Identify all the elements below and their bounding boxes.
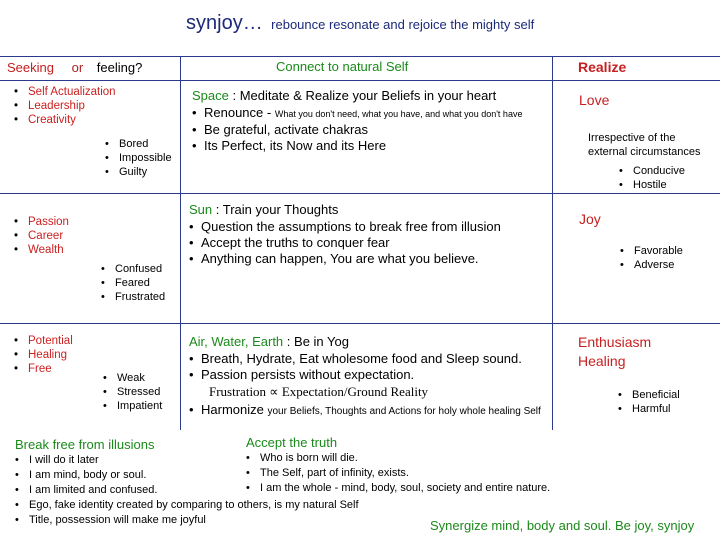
- row1-feelings-list: [105, 137, 172, 179]
- brand-title: synjoy…: [186, 12, 263, 34]
- list-item: • Harmful: [618, 402, 680, 416]
- row2-feelings-list: [101, 262, 165, 304]
- list-item: [189, 351, 522, 367]
- realize-line: Healing: [578, 353, 626, 369]
- list-item: • Passion: [14, 215, 69, 229]
- row-divider-1: [0, 80, 720, 81]
- list-item: • Impossible: [105, 151, 172, 165]
- tagline: rebounce resonate and rejoice the mighty self: [271, 17, 535, 32]
- row3-seeking-list: [14, 334, 73, 376]
- point-main: Anything can happen, You are what you believe.: [201, 251, 479, 266]
- list-item: • Stressed: [103, 385, 162, 399]
- list-item: • Healing: [14, 348, 73, 362]
- list-item: • I will do it later: [15, 453, 359, 468]
- list-item: [192, 138, 522, 154]
- row-divider-2: [0, 193, 720, 194]
- point-detail: What you don't need, what you have, and what you don't have: [274, 109, 523, 119]
- list-item: [192, 105, 522, 122]
- list-item: [189, 219, 501, 235]
- point-main: Its Perfect, its Now and its Here: [204, 138, 387, 153]
- column-heading-seeking: [7, 60, 142, 75]
- realize-line: Enthusiasm: [578, 334, 652, 350]
- truth-title: Accept the truth: [246, 435, 338, 450]
- column-heading-realize: Realize: [578, 59, 627, 75]
- list-item: • Creativity: [14, 113, 116, 127]
- row3-last-point: [189, 402, 541, 420]
- row1-points: [192, 105, 522, 154]
- page-header: [186, 12, 534, 35]
- list-item: • Self Actualization: [14, 85, 116, 99]
- point-main: Breath, Hydrate, Eat wholesome food and Sleep sound.: [201, 351, 522, 366]
- list-item: [189, 402, 541, 420]
- feeling-label: feeling?: [96, 60, 143, 75]
- list-item: • Ego, fake identity created by comparing to others, is my natural Self: [15, 498, 359, 513]
- row3-feelings-list: [103, 371, 162, 413]
- formula: Frustration ∝ Expectation/Ground Reality: [209, 384, 429, 399]
- note-line: Irrespective of the: [588, 132, 676, 144]
- row3-realize: [578, 333, 651, 371]
- or-label: or: [71, 60, 84, 75]
- list-item: • Impatient: [103, 399, 162, 413]
- point-main: Renounce -: [204, 105, 272, 120]
- list-item: • Wealth: [14, 243, 69, 257]
- row1-realize: Love: [579, 92, 610, 108]
- list-item: • Confused: [101, 262, 165, 276]
- list-item: • Career: [14, 229, 69, 243]
- list-item: • Conducive: [619, 164, 685, 178]
- list-item: • Potential: [14, 334, 73, 348]
- element-label: Sun: [189, 202, 213, 217]
- row1-title: [192, 88, 496, 103]
- list-item: • I am the whole - mind, body, soul, society and entire nature.: [246, 481, 550, 496]
- list-item: • I am mind, body or soul.: [15, 468, 359, 483]
- list-item: • Free: [14, 362, 73, 376]
- column-heading-connect: Connect to natural Self: [276, 59, 409, 74]
- list-item: • The Self, part of infinity, exists.: [246, 466, 550, 481]
- row3-title: [189, 334, 349, 349]
- list-item: [189, 235, 501, 251]
- list-item: • Hostile: [619, 178, 685, 192]
- list-item: • Who is born will die.: [246, 451, 550, 466]
- element-label: Space: [192, 88, 229, 103]
- row2-outcomes: [620, 244, 683, 272]
- seeking-label: Seeking: [7, 60, 54, 75]
- column-divider-right: [552, 56, 553, 430]
- point-main: Question the assumptions to break free from illusion: [201, 219, 501, 234]
- list-item: • Frustrated: [101, 290, 165, 304]
- row1-seeking-list: [14, 85, 116, 127]
- list-item: • Title, possession will make me joyful: [15, 513, 359, 528]
- list-item: • Bored: [105, 137, 172, 151]
- element-instruction: : Train your Thoughts: [215, 202, 339, 217]
- column-divider-left: [180, 56, 181, 430]
- row1-outcomes: [619, 164, 685, 192]
- list-item: [189, 367, 522, 383]
- list-item: [192, 122, 522, 138]
- row2-title: [189, 202, 338, 217]
- list-item: [189, 251, 501, 267]
- row3-points: [189, 351, 522, 383]
- list-item: • Leadership: [14, 99, 116, 113]
- closing-line: Synergize mind, body and soul. Be joy, synjoy: [430, 518, 695, 533]
- row1-note: [588, 131, 701, 159]
- list-item: • Favorable: [620, 244, 683, 258]
- row-divider-3: [0, 323, 720, 324]
- row2-seeking-list: [14, 215, 69, 257]
- list-item: • Feared: [101, 276, 165, 290]
- element-instruction: : Meditate & Realize your Beliefs in your heart: [232, 88, 497, 103]
- point-main: Be grateful, activate chakras: [204, 122, 369, 137]
- truth-list: [246, 451, 550, 496]
- point-main: Accept the truths to conquer fear: [201, 235, 390, 250]
- list-item: • Adverse: [620, 258, 683, 272]
- row2-points: [189, 219, 501, 267]
- header-rule: [0, 56, 720, 57]
- list-item: • Beneficial: [618, 388, 680, 402]
- element-instruction: : Be in Yog: [286, 334, 349, 349]
- list-item: • Guilty: [105, 165, 172, 179]
- point-main: Passion persists without expectation.: [201, 367, 415, 382]
- list-item: • Weak: [103, 371, 162, 385]
- illusions-title: Break free from illusions: [15, 437, 155, 452]
- element-label: Air, Water, Earth: [189, 334, 284, 349]
- note-line: external circumstances: [588, 146, 701, 158]
- row2-realize: Joy: [579, 211, 601, 227]
- row3-outcomes: [618, 388, 680, 416]
- list-item: • I am limited and confused.: [15, 483, 359, 498]
- point-detail: your Beliefs, Thoughts and Actions for holy whole healing Self: [267, 406, 541, 417]
- point-main: Harmonize: [201, 402, 264, 417]
